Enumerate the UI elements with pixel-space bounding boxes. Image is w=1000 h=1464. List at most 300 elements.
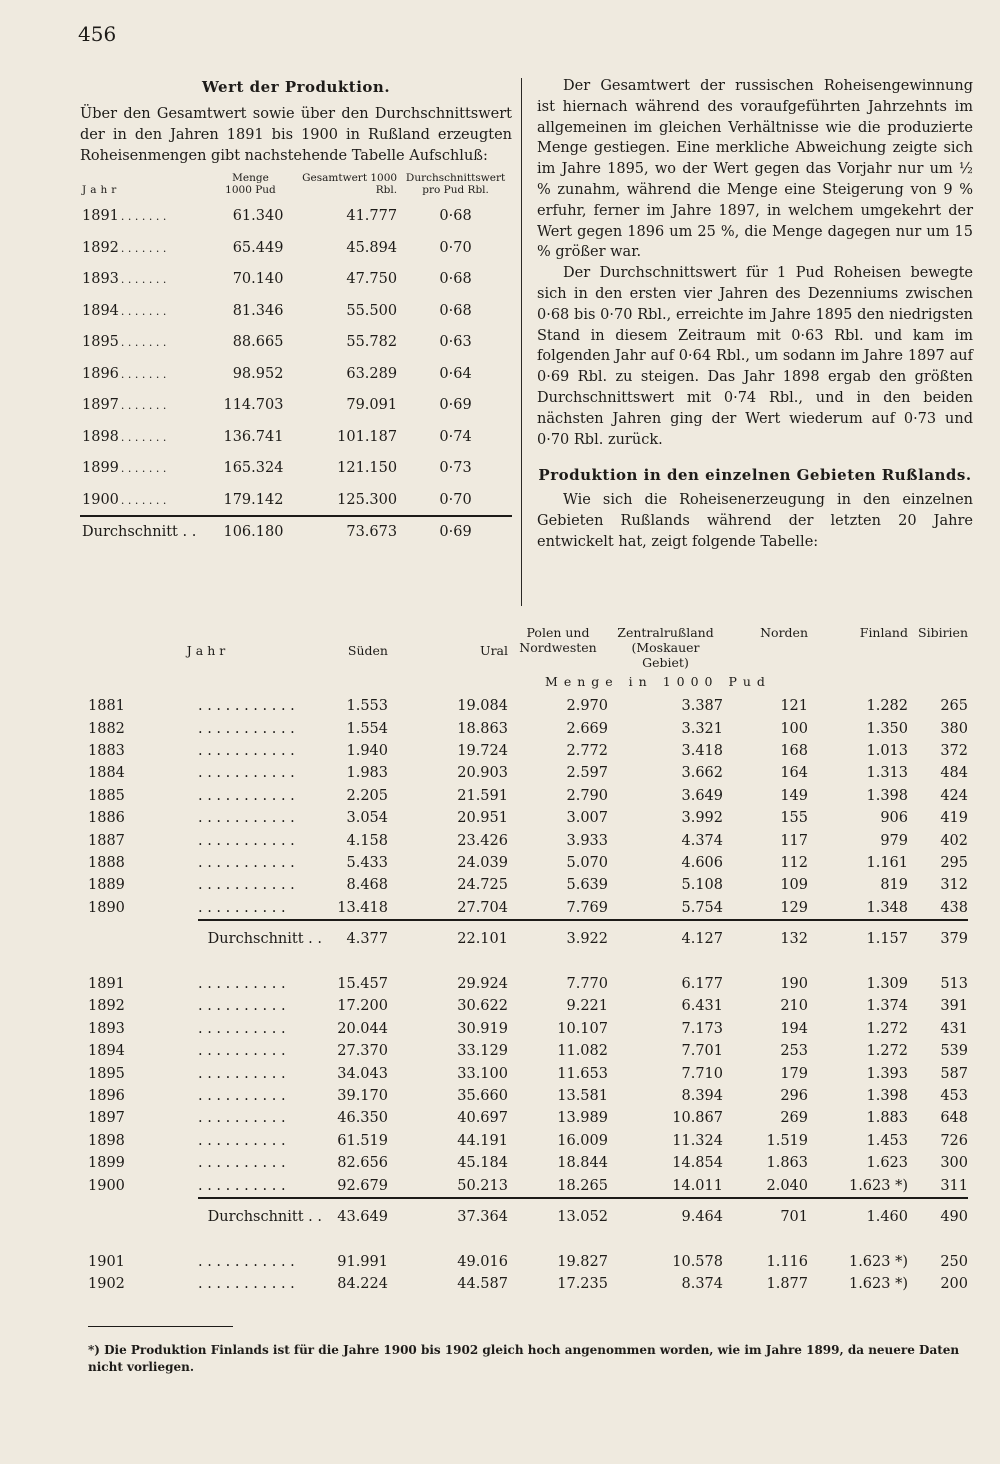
sueden-cell: 39.170 — [337, 1088, 388, 1105]
zentral-cell: 14.011 — [672, 1177, 723, 1194]
table-row — [88, 807, 968, 829]
section-title-wert: Wert der Produktion. — [201, 78, 391, 96]
sueden-cell: 3.054 — [346, 810, 388, 827]
table-row — [80, 389, 512, 421]
sibirien-cell: 391 — [940, 998, 968, 1015]
year-cell: 1883 — [88, 742, 125, 759]
average-norden: 132 — [723, 920, 808, 957]
ural-cell: 20.951 — [457, 810, 508, 827]
sueden-cell: 91.991 — [337, 1254, 388, 1270]
polen-cell: 10.107 — [557, 1020, 608, 1037]
paragraph-tabelle: Wie sich die Roheisenerzeugung in den einzelnen Gebieten Rußlands während der letzten 20 Jahre entwickelt hat, zeigt folgende Tabelle: — [537, 492, 973, 550]
menge-cell: 114.703 — [223, 397, 284, 414]
menge-cell: 61.340 — [232, 208, 284, 225]
finland-cell: 1.272 — [866, 1043, 908, 1060]
ural-cell: 35.660 — [457, 1088, 508, 1105]
left-column — [80, 70, 512, 547]
ural-cell: 19.084 — [457, 698, 508, 715]
polen-cell: 13.581 — [557, 1088, 608, 1105]
leader-dots: . . . . . . . . . . — [198, 1065, 286, 1082]
finland-cell: 1.282 — [866, 698, 908, 715]
right-column — [537, 70, 973, 553]
polen-cell: 2.970 — [566, 698, 608, 715]
header-jahr-big: Jahr — [186, 643, 230, 658]
year-cell: 1895 — [88, 1065, 125, 1082]
ural-cell: 44.587 — [457, 1276, 508, 1293]
header-zentral: Zentralrußland (Moskauer Gebiet) — [617, 625, 714, 670]
zentral-cell: 10.867 — [672, 1110, 723, 1127]
zentral-cell: 4.606 — [681, 854, 723, 871]
ural-cell: 29.924 — [457, 976, 508, 993]
gesamtwert-cell: 125.300 — [337, 491, 398, 508]
zentral-cell: 3.418 — [681, 742, 723, 759]
ural-cell: 49.016 — [457, 1254, 508, 1270]
polen-cell: 5.070 — [566, 854, 608, 871]
zentral-cell: 4.374 — [681, 832, 723, 849]
average-durchschnittswert: 0·69 — [399, 516, 512, 547]
ural-cell: 23.426 — [457, 832, 508, 849]
leader-dots: . . . . . . . . . . . — [198, 877, 295, 894]
norden-cell: 168 — [780, 742, 808, 759]
average-menge: 106.180 — [216, 516, 286, 547]
leader-dots: . . . . . . . . . . — [198, 1155, 286, 1172]
ural-cell: 33.129 — [457, 1043, 508, 1060]
leader-dots: . . . . . . . — [120, 462, 167, 476]
sueden-cell: 1.983 — [346, 765, 388, 782]
year-cell: 1900 — [88, 1178, 125, 1195]
average-finland: 1.157 — [808, 920, 908, 957]
leader-dots: . . . . . . . . . . — [198, 1177, 286, 1194]
norden-cell: 269 — [780, 1110, 808, 1127]
durchschnittswert-cell: 0·70 — [439, 491, 472, 508]
zentral-cell: 14.854 — [672, 1155, 723, 1172]
sibirien-cell: 300 — [940, 1155, 968, 1172]
table-row — [80, 263, 512, 295]
year-cell — [80, 484, 216, 517]
leader-dots: . . . . . . . . . . . — [198, 1254, 295, 1270]
table-row — [88, 1174, 968, 1197]
table-row — [88, 785, 968, 807]
finland-cell: 979 — [880, 832, 908, 849]
ural-cell: 30.622 — [457, 998, 508, 1015]
table-row — [80, 295, 512, 327]
sueden-cell: 34.043 — [337, 1065, 388, 1082]
leader-dots: . . . . . . . . . . — [198, 976, 286, 993]
table-row — [88, 1152, 968, 1174]
finland-cell: 1.309 — [866, 976, 908, 993]
sibirien-cell: 419 — [940, 810, 968, 827]
norden-cell: 194 — [780, 1020, 808, 1037]
zentral-cell: 7.710 — [681, 1065, 723, 1082]
durchschnittswert-cell: 0·68 — [439, 208, 472, 225]
average-finland: 1.460 — [808, 1198, 908, 1235]
header-finland: Finland — [859, 625, 908, 640]
leader-dots: . . . . . . . — [120, 241, 167, 255]
header-polen: Polen und Nordwesten — [519, 625, 597, 655]
regions-table — [88, 625, 968, 1296]
table-row — [80, 326, 512, 358]
ural-cell: 33.100 — [457, 1065, 508, 1082]
sibirien-cell: 648 — [940, 1110, 968, 1127]
average-label: Durchschnitt . . — [80, 516, 216, 547]
polen-cell: 11.653 — [557, 1065, 608, 1082]
norden-cell: 296 — [780, 1088, 808, 1105]
norden-cell: 155 — [780, 810, 808, 827]
year-cell: 1889 — [88, 877, 125, 894]
polen-cell: 2.772 — [566, 742, 608, 759]
finland-cell: 1.348 — [866, 899, 908, 916]
sibirien-cell: 295 — [940, 854, 968, 871]
finland-cell: 1.398 — [866, 1088, 908, 1105]
leader-dots: . . . . . . . . . . — [198, 998, 286, 1015]
ural-cell: 50.213 — [457, 1177, 508, 1194]
column-divider — [521, 78, 522, 606]
table-row — [88, 995, 968, 1017]
sueden-cell: 61.519 — [337, 1132, 388, 1149]
leader-dots: . . . . . . . — [120, 367, 167, 381]
leader-dots: . . . . . . . . . . — [198, 1020, 286, 1037]
polen-cell: 16.009 — [557, 1132, 608, 1149]
table-row — [88, 829, 968, 851]
zentral-cell: 11.324 — [672, 1132, 723, 1149]
year-cell: 1901 — [88, 1254, 125, 1270]
durchschnittswert-cell: 0·68 — [439, 302, 472, 319]
gesamtwert-cell: 45.894 — [346, 239, 398, 256]
year-cell — [80, 200, 216, 232]
sibirien-cell: 587 — [940, 1065, 968, 1082]
sibirien-cell: 250 — [940, 1254, 968, 1270]
table-row — [88, 1251, 968, 1273]
year-cell — [80, 358, 216, 390]
zentral-cell: 7.173 — [681, 1020, 723, 1037]
table-row — [80, 232, 512, 264]
sueden-cell: 8.468 — [346, 877, 388, 894]
menge-cell: 136.741 — [223, 428, 284, 445]
finland-cell: 1.393 — [866, 1065, 908, 1082]
zentral-cell: 3.662 — [681, 765, 723, 782]
polen-cell: 2.669 — [566, 720, 608, 737]
average-label: Durchschnitt . . — [198, 920, 328, 957]
table-row — [88, 740, 968, 762]
leader-dots: . . . . . . . . . . — [198, 1088, 286, 1105]
year-value: 1894 — [82, 302, 119, 319]
zentral-cell: 10.578 — [672, 1254, 723, 1270]
norden-cell: 1.519 — [766, 1132, 808, 1149]
finland-cell: 1.272 — [866, 1020, 908, 1037]
year-cell: 1884 — [88, 765, 125, 782]
header-menge: Menge 1000 Pud — [225, 172, 276, 197]
norden-cell: 121 — [780, 698, 808, 715]
zentral-cell: 6.431 — [681, 998, 723, 1015]
sibirien-cell: 431 — [940, 1020, 968, 1037]
table-row — [88, 1130, 968, 1152]
finland-cell: 1.623 *) — [848, 1254, 908, 1270]
leader-dots: . . . . . . . . . . . — [198, 1276, 295, 1293]
sibirien-cell: 265 — [940, 698, 968, 715]
year-cell — [80, 232, 216, 264]
spacer-row — [88, 957, 968, 973]
polen-cell: 3.007 — [566, 810, 608, 827]
sibirien-cell: 200 — [940, 1276, 968, 1293]
average-label: Durchschnitt . . — [198, 1198, 328, 1235]
finland-cell: 1.374 — [866, 998, 908, 1015]
polen-cell: 7.770 — [566, 976, 608, 993]
average-row — [88, 920, 968, 957]
ural-cell: 27.704 — [457, 899, 508, 916]
durchschnittswert-cell: 0·73 — [439, 460, 472, 477]
sueden-cell: 46.350 — [337, 1110, 388, 1127]
leader-dots: . . . . . . . . . . . — [198, 720, 295, 737]
sibirien-cell: 311 — [940, 1177, 968, 1194]
header-norden: Norden — [760, 625, 808, 640]
zentral-cell: 3.387 — [681, 698, 723, 715]
zentral-cell: 7.701 — [681, 1043, 723, 1060]
leader-dots: . . . . . . . . . . — [198, 1110, 286, 1127]
sibirien-cell: 438 — [940, 899, 968, 916]
year-cell: 1885 — [88, 787, 125, 804]
year-cell: 1891 — [88, 976, 125, 993]
year-cell: 1897 — [88, 1110, 125, 1127]
sueden-cell: 27.370 — [337, 1043, 388, 1060]
menge-cell: 165.324 — [223, 460, 284, 477]
average-spacer — [88, 920, 198, 957]
header-gesamtwert: Gesamtwert 1000 Rbl. — [302, 172, 398, 197]
average-polen: 13.052 — [508, 1198, 608, 1235]
leader-dots: . . . . . . . — [120, 493, 167, 507]
finland-cell: 1.313 — [866, 765, 908, 782]
sibirien-cell: 484 — [940, 765, 968, 782]
norden-cell: 210 — [780, 998, 808, 1015]
table-row — [80, 200, 512, 232]
year-cell: 1892 — [88, 998, 125, 1015]
ural-cell: 45.184 — [457, 1155, 508, 1172]
ural-cell: 18.863 — [457, 720, 508, 737]
year-cell: 1894 — [88, 1043, 125, 1060]
norden-cell: 164 — [780, 765, 808, 782]
table-row — [88, 897, 968, 920]
year-value: 1892 — [82, 239, 119, 256]
gesamtwert-cell: 55.782 — [346, 334, 398, 351]
header-sibirien: Sibirien — [918, 625, 968, 640]
finland-cell: 1.013 — [866, 742, 908, 759]
table-row — [80, 452, 512, 484]
table-row — [88, 695, 968, 717]
sueden-cell: 15.457 — [337, 976, 388, 993]
header-durchschnittswert: Durchschnittswert pro Pud Rbl. — [405, 172, 506, 197]
paragraph-gesamtwert: Der Gesamtwert der russischen Roheisengewinnung ist hiernach während des voraufgeführten Jahrzehnts im allgemeinen im gleichen Verhältnisse wie die produzierte Menge gestiegen. Eine merkliche Abweichung zeigte sich im Jahre 1895, wo der Wert gegen das Vorjahr nur um ½ % zunahm, während die Menge eine Steigerung von 9 % erfuhr, ferner im Jahre 1897, in welchem umgekehrt der Wert gegen 1896 um 25 %, die Menge dagegen nur um 15 % größer war. — [537, 78, 973, 261]
menge-cell: 98.952 — [232, 365, 284, 382]
ural-cell: 19.724 — [457, 742, 508, 759]
norden-cell: 129 — [780, 899, 808, 916]
year-cell — [80, 389, 216, 421]
year-cell: 1896 — [88, 1088, 125, 1105]
value-table-header — [80, 172, 512, 200]
table-row — [80, 358, 512, 390]
zentral-cell: 3.321 — [681, 720, 723, 737]
ural-cell: 21.591 — [457, 787, 508, 804]
header-jahr: Jahr — [82, 184, 121, 197]
regions-table-body — [88, 695, 968, 1296]
table-row — [88, 1273, 968, 1295]
year-cell: 1898 — [88, 1132, 125, 1149]
finland-cell: 1.623 *) — [848, 1177, 908, 1194]
finland-cell: 1.161 — [866, 854, 908, 871]
norden-cell: 149 — [780, 787, 808, 804]
gesamtwert-cell: 79.091 — [346, 397, 398, 414]
norden-cell: 190 — [780, 976, 808, 993]
average-zentral: 9.464 — [608, 1198, 723, 1235]
polen-cell: 18.265 — [557, 1177, 608, 1194]
gesamtwert-cell: 101.187 — [337, 428, 398, 445]
table-row — [80, 421, 512, 453]
zentral-cell: 8.394 — [681, 1088, 723, 1105]
menge-cell: 70.140 — [232, 271, 284, 288]
finland-cell: 819 — [880, 877, 908, 894]
sibirien-cell: 539 — [940, 1043, 968, 1060]
menge-cell: 65.449 — [232, 239, 284, 256]
gesamtwert-cell: 41.777 — [346, 208, 398, 225]
average-ural: 37.364 — [388, 1198, 508, 1235]
table-row — [88, 1085, 968, 1107]
leader-dots: . . . . . . . . . . . — [198, 810, 295, 827]
sibirien-cell: 372 — [940, 742, 968, 759]
sueden-cell: 84.224 — [337, 1276, 388, 1293]
menge-cell: 88.665 — [232, 334, 284, 351]
sibirien-cell: 453 — [940, 1088, 968, 1105]
section-title-gebiete: Produktion in den einzelnen Gebieten Rußlands. — [538, 466, 972, 485]
header-sueden: Süden — [347, 643, 388, 658]
leader-dots: . . . . . . . — [120, 336, 167, 350]
sueden-cell: 92.679 — [337, 1177, 388, 1194]
durchschnittswert-cell: 0·70 — [439, 239, 472, 256]
sueden-cell: 20.044 — [337, 1020, 388, 1037]
leader-dots: . . . . . . . — [120, 399, 167, 413]
average-gesamtwert: 73.673 — [285, 516, 399, 547]
footnote: *) Die Produktion Finlands ist für die Jahre 1900 bis 1902 gleich hoch angenommen worden, wie im Jahre 1899, da neuere Daten nicht vorliegen. — [88, 1343, 960, 1374]
gesamtwert-cell: 55.500 — [346, 302, 398, 319]
year-value: 1899 — [82, 460, 119, 477]
ural-cell: 24.039 — [457, 854, 508, 871]
table-row — [88, 852, 968, 874]
gesamtwert-cell: 47.750 — [346, 271, 398, 288]
leader-dots: . . . . . . . — [120, 430, 167, 444]
ural-cell: 20.903 — [457, 765, 508, 782]
year-cell: 1899 — [88, 1155, 125, 1172]
average-row — [88, 1198, 968, 1235]
year-cell: 1887 — [88, 832, 125, 849]
zentral-cell: 3.992 — [681, 810, 723, 827]
year-cell: 1882 — [88, 720, 125, 737]
year-cell: 1881 — [88, 698, 125, 715]
year-cell — [80, 263, 216, 295]
durchschnittswert-cell: 0·63 — [439, 334, 472, 351]
sueden-cell: 13.418 — [337, 899, 388, 916]
ural-cell: 30.919 — [457, 1020, 508, 1037]
sibirien-cell: 513 — [940, 976, 968, 993]
polen-cell: 18.844 — [557, 1155, 608, 1172]
average-spacer — [88, 1198, 198, 1235]
polen-cell: 2.597 — [566, 765, 608, 782]
year-cell — [80, 452, 216, 484]
polen-cell: 19.827 — [557, 1254, 608, 1270]
table-row — [88, 1107, 968, 1129]
year-value: 1891 — [82, 208, 119, 225]
value-table-body — [80, 200, 512, 547]
finland-cell: 1.623 *) — [848, 1276, 908, 1293]
norden-cell: 2.040 — [766, 1177, 808, 1194]
unit-label: Menge in 1000 Pud — [545, 674, 771, 689]
table-row — [88, 1062, 968, 1084]
page-number: 456 — [78, 22, 117, 46]
table-row — [88, 874, 968, 896]
spacer-cell — [88, 1235, 968, 1251]
leader-dots: . . . . . . . . . . . — [198, 698, 295, 715]
zentral-cell: 8.374 — [681, 1276, 723, 1293]
gesamtwert-cell: 121.150 — [337, 460, 398, 477]
finland-cell: 1.883 — [866, 1110, 908, 1127]
norden-cell: 112 — [780, 854, 808, 871]
regions-unit-row — [88, 670, 968, 695]
year-value: 1893 — [82, 271, 119, 288]
average-polen: 3.922 — [508, 920, 608, 957]
ural-cell: 40.697 — [457, 1110, 508, 1127]
average-ural: 22.101 — [388, 920, 508, 957]
zentral-cell: 5.754 — [681, 899, 723, 916]
header-ural: Ural — [480, 643, 508, 658]
leader-dots: . . . . . . . . . . — [198, 899, 286, 916]
paragraph-durchschnittswert: Der Durchschnittswert für 1 Pud Roheisen bewegte sich in den ersten vier Jahren des Dezenniums zwischen 0·68 bis 0·70 Rbl., erreichte im Jahre 1895 den niedrigsten Stand in diesem Zeitraum mit 0·63 Rbl. und kam im folgenden Jahr auf 0·64 Rbl., um sodann im Jahre 1897 auf 0·69 Rbl. zu steigen. Das Jahr 1898 ergab den größten Durchschnittswert mit 0·74 Rbl., und in den beiden nächsten Jahren ging der Wert wiederum auf 0·73 und 0·70 Rbl. zurück. — [537, 265, 973, 448]
leader-dots: . . . . . . . — [120, 210, 167, 224]
finland-cell: 1.398 — [866, 787, 908, 804]
sueden-cell: 5.433 — [346, 854, 388, 871]
zentral-cell: 5.108 — [681, 877, 723, 894]
sibirien-cell: 424 — [940, 787, 968, 804]
leader-dots: . . . . . . . . . . . — [198, 765, 295, 782]
leader-dots: . . . . . . . . . . — [198, 1132, 286, 1149]
year-value: 1898 — [82, 428, 119, 445]
norden-cell: 117 — [780, 832, 808, 849]
gesamtwert-cell: 63.289 — [346, 365, 398, 382]
sibirien-cell: 726 — [940, 1132, 968, 1149]
zentral-cell: 6.177 — [681, 976, 723, 993]
menge-cell: 81.346 — [232, 302, 284, 319]
finland-cell: 906 — [880, 810, 908, 827]
leader-dots: . . . . . . . . . . . — [198, 832, 295, 849]
leader-dots: . . . . . . . — [120, 273, 167, 287]
average-row — [80, 516, 512, 547]
leader-dots: . . . . . . . . . . . — [198, 787, 295, 804]
polen-cell: 2.790 — [566, 787, 608, 804]
intro-paragraph: Über den Gesamtwert sowie über den Durchschnittswert der in den Jahren 1891 bis 1900 in Rußland erzeugten Roheisenmengen gibt nachstehende Tabelle Aufschluß: — [80, 106, 512, 164]
year-cell — [80, 421, 216, 453]
sueden-cell: 1.940 — [346, 742, 388, 759]
sibirien-cell: 380 — [940, 720, 968, 737]
average-zentral: 4.127 — [608, 920, 723, 957]
zentral-cell: 3.649 — [681, 787, 723, 804]
menge-cell: 179.142 — [223, 491, 284, 508]
polen-cell: 11.082 — [557, 1043, 608, 1060]
year-cell: 1893 — [88, 1020, 125, 1037]
average-norden: 701 — [723, 1198, 808, 1235]
average-sibirien: 490 — [908, 1198, 968, 1235]
polen-cell: 9.221 — [566, 998, 608, 1015]
spacer-cell — [88, 957, 968, 973]
year-value: 1900 — [82, 491, 119, 508]
year-cell — [80, 326, 216, 358]
average-sueden: 4.377 — [328, 920, 388, 957]
leader-dots: . . . . . . . . . . . — [198, 854, 295, 871]
average-sueden: 43.649 — [328, 1198, 388, 1235]
